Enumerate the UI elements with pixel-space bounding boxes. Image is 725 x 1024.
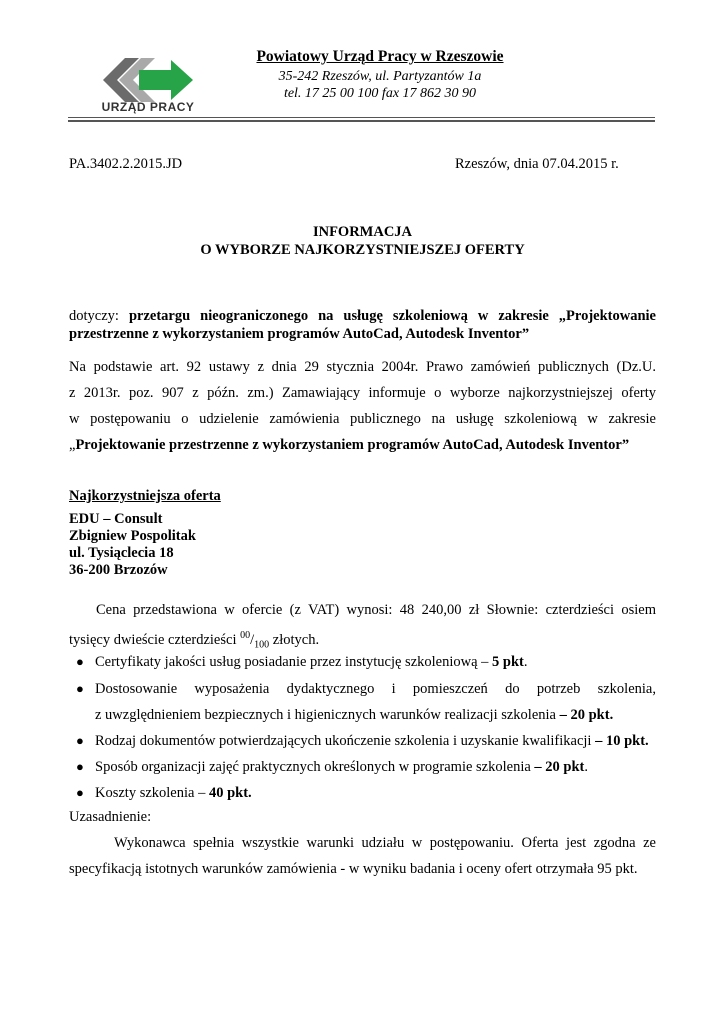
price-fraction-sub: 100 [254,639,270,651]
criterion-4-text: Sposób organizacji zajęć praktycznych określonych w programie szkolenia [95,759,535,775]
document-date: Rzeszów, dnia 07.04.2015 r. [455,156,619,172]
criterion-4 [95,758,588,776]
office-phone: tel. 17 25 00 100 fax 17 862 30 90 [283,86,477,101]
offer-city: 36-200 Brzozów [69,562,168,578]
bullet-icon: ● [76,654,84,669]
criterion-3 [95,732,649,750]
criterion-1-end: . [523,654,528,670]
bullet-icon: ● [76,759,84,774]
criterion-1-text: Certyfikaty jakości usług posiadanie przez instytucję szkoleniową – [95,654,493,670]
basis-line4 [69,436,629,454]
office-name: Powiatowy Urząd Pracy w Rzeszowie [256,48,504,65]
offer-heading: Najkorzystniejsza oferta [69,488,221,504]
criterion-1 [95,653,528,671]
price-fraction-sup: 00 [240,630,251,641]
header-divider-thin [68,117,655,118]
offer-company: EDU – Consult [69,511,163,527]
offer-person: Zbigniew Pospolitak [69,528,196,544]
header-divider-thick [68,120,655,122]
bullet-icon: ● [76,785,84,800]
justification-line1: Wykonawca spełnia wszystkie warunki udziału w postępowaniu. Oferta jest zgodna ze [114,835,656,851]
basis-line2: z 2013r. poz. 907 z późn. zm.) Zamawiający informuje o wyborze najkorzystniejszej oferty [69,385,656,401]
document-signature: PA.3402.2.2015.JD [69,156,183,172]
criterion-2-text: z uwzględnieniem bezpiecznych i higienicznych warunków realizacji szkolenia [95,707,560,723]
title-line2: O WYBORZE NAJKORZYSTNIEJSZEJ OFERTY [200,242,525,258]
criterion-2-points: – 20 pkt. [559,707,614,723]
price-words: tysięcy dwieście czterdzieści [69,631,241,648]
criterion-3-text: Rodzaj dokumentów potwierdzających ukończenie szkolenia i uzyskanie kwalifikacji [95,733,596,749]
logo-text: URZĄD PRACY [101,100,195,114]
justification-label: Uzasadnienie: [69,809,152,825]
title-line1: INFORMACJA [312,224,413,240]
subject-line1 [69,307,656,325]
price-line1: Cena przedstawiona w ofercie (z VAT) wynosi: 48 240,00 zł Słownie: czterdzieści osiem [96,602,656,618]
basis-line1: Na podstawie art. 92 ustawy z dnia 29 stycznia 2004r. Prawo zamówień publicznych (Dz.U. [69,359,656,375]
justification-line2: specyfikacją istotnych warunków zamówienia - w wyniku badania i oceny ofert otrzymała 95 pkt. [69,861,638,877]
bullet-icon: ● [76,681,84,696]
basis-line3: w postępowaniu o udzielenie zamówienia publicznego na usługę szkoleniową w zakresie [69,411,656,427]
criterion-5-text: Koszty szkolenia – [95,785,209,801]
price-fraction-slash: / [250,631,255,648]
criterion-5 [95,784,252,802]
subject-text-bold-1: przetargu nieograniczonego na usługę szkoleniową w zakresie „Projektowanie [128,308,656,324]
criterion-2-line1: Dostosowanie wyposażenia dydaktycznego i pomieszczeń do potrzeb szkolenia, [95,681,656,697]
subject-label: dotyczy: [69,308,119,324]
criterion-3-points: – 10 pkt. [595,733,649,749]
subject-line2: przestrzenne z wykorzystaniem programów AutoCad, Autodesk Inventor” [69,326,530,342]
price-currency: złotych. [269,631,320,648]
offer-street: ul. Tysiąclecia 18 [69,545,174,561]
basis-quote: „ [69,437,76,453]
criterion-4-points: – 20 pkt [534,759,585,775]
criterion-5-points: 40 pkt. [208,785,252,801]
basis-subject-bold: Projektowanie przestrzenne z wykorzystaniem programów AutoCad, Autodesk Inventor” [75,437,630,453]
criterion-4-end: . [584,759,589,775]
bullet-icon: ● [76,733,84,748]
criterion-1-points: 5 pkt [492,654,524,670]
criterion-2-line2 [95,706,613,724]
office-address: 35-242 Rzeszów, ul. Partyzantów 1a [278,69,482,84]
price-line2 [69,627,319,655]
